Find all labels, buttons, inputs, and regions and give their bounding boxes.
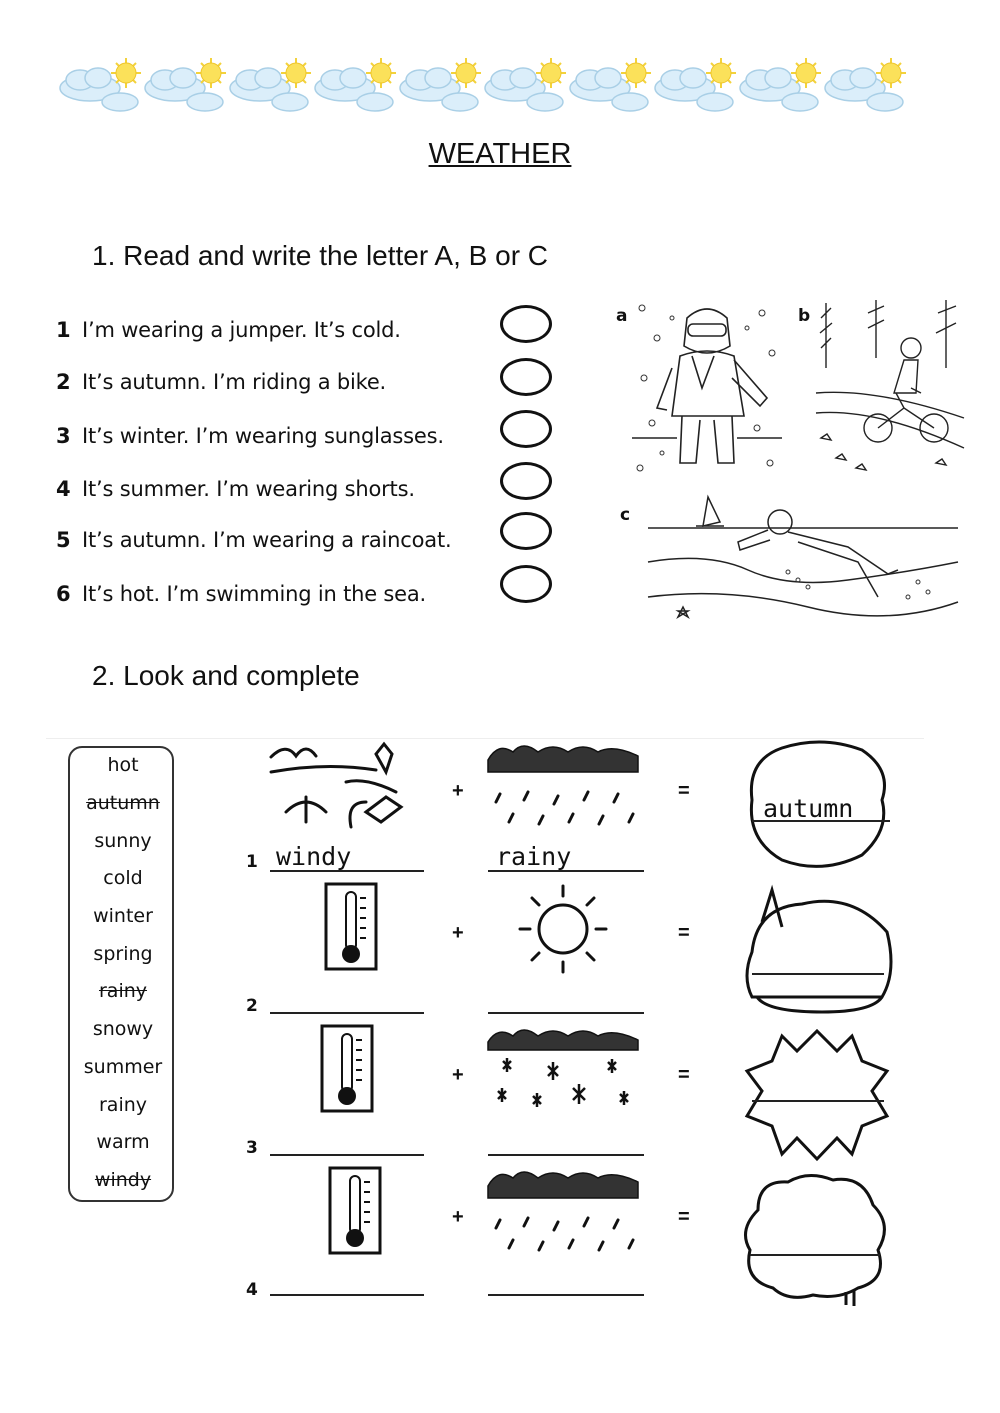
- season-answer-line-1[interactable]: [752, 820, 890, 822]
- rain-cloud-icon: [488, 1168, 644, 1260]
- answer-1b: rainy: [496, 842, 572, 871]
- answer-line-1a[interactable]: [270, 870, 424, 872]
- equals-sign: =: [678, 1064, 690, 1086]
- page-title: WEATHER: [428, 138, 572, 170]
- equals-sign: =: [678, 780, 690, 802]
- sentence-number: 3: [56, 424, 71, 448]
- girl-in-snow-illustration: [632, 298, 782, 480]
- answer-oval-6[interactable]: [500, 565, 552, 603]
- sentence-text: It’s summer. I’m wearing shorts.: [82, 477, 415, 501]
- thermometer-warm-icon: [330, 1168, 380, 1256]
- sentence-number: 6: [56, 582, 71, 606]
- answer-oval-3[interactable]: [500, 410, 552, 448]
- fruit-shape: [742, 882, 896, 1032]
- answer-oval-1[interactable]: [500, 305, 552, 343]
- sentence-3: [56, 424, 444, 448]
- sentence-text: It’s autumn. I’m wearing a raincoat.: [82, 528, 452, 552]
- row-number: 2: [246, 996, 258, 1016]
- row-number: 1: [246, 852, 258, 872]
- sentence-text: It’s winter. I’m wearing sunglasses.: [82, 424, 444, 448]
- row-number: 3: [246, 1138, 258, 1158]
- picture-label-a: a: [616, 306, 628, 326]
- word-bank-item: rainy: [98, 1094, 148, 1116]
- answer-oval-2[interactable]: [500, 358, 552, 396]
- snow-cloud-icon: [488, 1026, 644, 1118]
- answer-oval-5[interactable]: [500, 512, 552, 550]
- answer-line-4a[interactable]: [270, 1294, 424, 1296]
- rain-cloud-icon: [488, 742, 644, 834]
- exercise-2-heading: 2. Look and complete: [92, 660, 360, 691]
- sun-icon: [518, 884, 608, 974]
- answer-line-2b[interactable]: [488, 1012, 644, 1014]
- word-bank-item: summer: [83, 1056, 163, 1078]
- word-bank-item: snowy: [92, 1018, 154, 1040]
- answer-line-2a[interactable]: [270, 1012, 424, 1014]
- exercise-1-heading: 1. Read and write the letter A, B or C: [92, 240, 549, 271]
- plus-sign: +: [452, 1064, 464, 1086]
- word-bank-item: sunny: [94, 830, 152, 852]
- picture-label-c: c: [620, 505, 631, 525]
- word-bank-item-crossed: windy: [94, 1169, 152, 1191]
- thermometer-cold-icon: [322, 1026, 372, 1114]
- sentence-1: [56, 318, 401, 342]
- sentence-number: 4: [56, 477, 71, 501]
- clouds-sun-banner: [60, 58, 930, 116]
- sentence-text: It’s autumn. I’m riding a bike.: [82, 370, 387, 394]
- word-bank: [68, 746, 174, 1202]
- equals-sign: =: [678, 922, 690, 944]
- season-answer-1: autumn: [763, 794, 854, 823]
- sentence-4: [56, 477, 415, 501]
- word-bank-item: warm: [96, 1131, 150, 1153]
- sentence-6: [56, 582, 426, 606]
- plus-sign: +: [452, 1206, 464, 1228]
- sentence-number: 1: [56, 318, 71, 342]
- answer-1a: windy: [276, 842, 352, 871]
- thermometer-hot-icon: [326, 884, 376, 972]
- sentence-text: I’m wearing a jumper. It’s cold.: [82, 318, 401, 342]
- answer-oval-4[interactable]: [500, 462, 552, 500]
- sentence-5: [56, 528, 451, 552]
- row-number: 4: [246, 1280, 258, 1300]
- word-bank-item: hot: [107, 754, 139, 776]
- boy-riding-bike-illustration: [816, 298, 964, 478]
- snowflake-shape: [742, 1026, 892, 1164]
- sentence-number: 2: [56, 370, 71, 394]
- wind-icon: [266, 742, 426, 834]
- word-bank-item: winter: [93, 905, 153, 927]
- sentence-number: 5: [56, 528, 71, 552]
- plus-sign: +: [452, 780, 464, 802]
- word-bank-item: cold: [103, 867, 143, 889]
- answer-line-4b[interactable]: [488, 1294, 644, 1296]
- answer-line-1b[interactable]: [488, 870, 644, 872]
- word-bank-item: spring: [93, 943, 153, 965]
- boy-swimming-in-sea-illustration: [648, 492, 958, 630]
- word-bank-item-crossed: autumn: [86, 792, 160, 814]
- plus-sign: +: [452, 922, 464, 944]
- sentence-text: It’s hot. I’m swimming in the sea.: [82, 582, 427, 606]
- sentence-2: [56, 370, 386, 394]
- answer-line-3a[interactable]: [270, 1154, 424, 1156]
- equals-sign: =: [678, 1206, 690, 1228]
- picture-label-b: b: [798, 306, 811, 326]
- answer-line-3b[interactable]: [488, 1154, 644, 1156]
- word-bank-item-crossed: rainy: [98, 980, 148, 1002]
- flower-shape: [738, 1170, 894, 1310]
